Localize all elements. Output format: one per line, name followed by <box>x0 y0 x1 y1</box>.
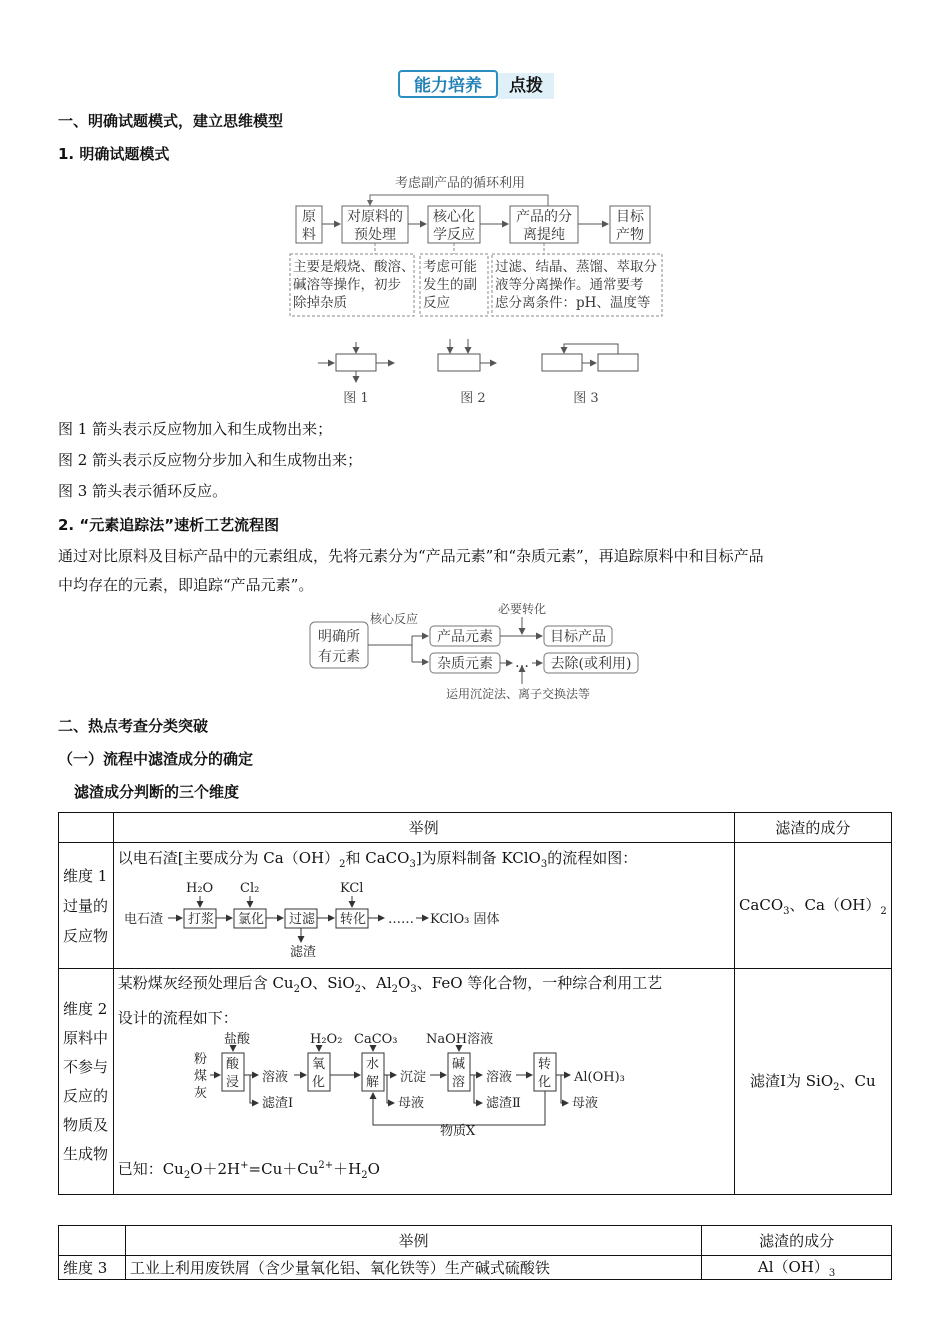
kclo3-flow-diagram <box>118 876 538 964</box>
flyash-b2-2: 化 <box>311 1075 325 1090</box>
example-2-known: 已知：$Cu_2O+2H^+=Cu+Cu^{2+}+H_2O$ <box>117 1160 380 1181</box>
box-target-line2: 产物 <box>616 227 644 243</box>
box-raw-line2: 料 <box>302 227 316 243</box>
flyash-b3-1: 水 <box>365 1057 379 1072</box>
note3-line1: 过滤、结晶、蒸馏、萃取分 <box>495 259 657 275</box>
box-raw-line1: 原 <box>302 209 316 225</box>
sub4-title: 滤渣成分判断的三个维度 <box>74 783 240 801</box>
flow2-start-line2: 有元素 <box>318 649 360 665</box>
kclo3-step3: 过滤 <box>288 912 315 927</box>
fig1-caption: 图 1 <box>343 391 369 406</box>
note2-line3: 反应 <box>423 295 450 311</box>
box-pretreat-line2: 预处理 <box>354 227 396 243</box>
example-2-intro: 某粉煤灰经预处理后含 $Cu_2O$、SiO$_2$、$Al_2O_3$、FeO 等化合物，一种综合利用工艺 <box>117 974 663 995</box>
note2-line1: 考虑可能 <box>423 259 477 275</box>
note1-line1: 主要是煅烧、酸溶、 <box>293 259 415 275</box>
badge-side-label: 点拨 <box>498 73 554 99</box>
residue-table-1 <box>58 812 892 1195</box>
kclo3-cl2: Cl₂ <box>239 881 260 896</box>
flyash-naoh: NaOH溶液 <box>425 1032 493 1047</box>
box-separate-line1: 产品的分 <box>516 209 572 225</box>
dim1-line2: 过量的 <box>63 896 109 915</box>
kclo3-residue: 滤渣 <box>289 945 316 960</box>
kclo3-product: KClO₃ 固体 <box>429 912 500 927</box>
kclo3-step1: 打浆 <box>187 912 214 927</box>
flyash-solution2: 溶液 <box>485 1070 512 1085</box>
table2-head-residue: 滤渣的成分 <box>702 1226 892 1256</box>
fig-desc-1: 图 1 箭头表示反应物加入和生成物出来； <box>58 420 333 438</box>
note3-line3: 虑分离条件：pH、温度等 <box>495 295 651 311</box>
flow2-product-element: 产品元素 <box>437 629 493 645</box>
sub2-text-1: 通过对比原料及目标产品中的元素组成，先将元素分为“产品元素”和“杂质元素”，再追踪原料中和目标产品 <box>58 547 764 565</box>
flyash-solution1: 溶液 <box>261 1070 288 1085</box>
flyash-caco3: CaCO₃ <box>353 1032 398 1047</box>
fig-desc-3: 图 3 箭头表示循环反应。 <box>58 482 228 500</box>
flow2-impurity-element: 杂质元素 <box>437 656 493 672</box>
flow2-start-line1: 明确所 <box>318 629 360 645</box>
example-2-cell <box>113 969 734 1195</box>
kclo3-raw: 电石渣 <box>123 912 163 927</box>
dim2-line4: 反应的 <box>63 1086 109 1105</box>
dim2-line3: 不参与 <box>63 1057 109 1076</box>
table1-head-example: 举例 <box>113 813 734 843</box>
flyash-b4-2: 溶 <box>451 1075 465 1090</box>
flow2-core-reaction: 核心反应 <box>369 612 419 626</box>
flyash-residue1: 滤渣Ⅰ <box>261 1096 293 1111</box>
flow2-target-product: 目标产品 <box>550 629 606 645</box>
section1-title: 一、明确试题模式，建立思维模型 <box>58 112 284 130</box>
dimension-3-cell: 维度 3 <box>59 1256 126 1280</box>
kclo3-dots: …… <box>387 912 414 927</box>
flyash-flow-diagram <box>190 1029 730 1147</box>
example-3-cell: 工业上利用废铁屑（含少量氧化铝、氧化铁等）生产碱式硫酸铁 <box>125 1256 701 1280</box>
table2-head-example: 举例 <box>125 1226 701 1256</box>
dimension-2-cell <box>59 969 114 1195</box>
section-badge <box>398 70 554 100</box>
flyash-product: Al(OH)₃ <box>573 1070 625 1085</box>
flow2-dots: … <box>515 655 529 671</box>
sub3-title: （一）流程中滤渣成分的确定 <box>58 750 254 768</box>
badge-main-label: 能力培养 <box>398 70 498 98</box>
flyash-mother-liquor2: 母液 <box>571 1096 598 1111</box>
dim2-line2: 原料中 <box>63 1028 109 1047</box>
sub2-title: 2. “元素追踪法”速析工艺流程图 <box>58 516 280 534</box>
example-1-cell <box>113 843 734 969</box>
flyash-h2o2: H₂O₂ <box>309 1032 343 1047</box>
answer-1-cell: CaCO$_3$、$Ca(OH)_2$ <box>734 843 891 969</box>
flyash-precipitate: 沉淀 <box>399 1070 426 1085</box>
kclo3-h2o: H₂O <box>185 881 213 896</box>
fig3-caption: 图 3 <box>573 391 599 406</box>
dim2-line5: 物质及 <box>63 1115 109 1134</box>
flow2-method: 运用沉淀法、离子交换法等 <box>445 687 591 701</box>
dim1-line1: 维度 1 <box>63 866 108 885</box>
flow1-top-label: 考虑副产品的循环利用 <box>394 176 526 191</box>
flow2-remove: 去除(或利用) <box>550 656 632 672</box>
flyash-b5-2: 化 <box>537 1075 551 1090</box>
box-separate-line2: 离提纯 <box>523 227 565 243</box>
fig-desc-2: 图 2 箭头表示反应物分步加入和生成物出来； <box>58 451 363 469</box>
answer1-part2: 、Ca（OH） <box>789 896 881 914</box>
flow2-necessary-conversion: 必要转化 <box>497 602 547 616</box>
dim2-line1: 维度 2 <box>63 999 108 1018</box>
dim1-line3: 反应物 <box>63 926 109 945</box>
element-tracking-diagram <box>304 600 649 705</box>
box-target-line1: 目标 <box>616 209 644 225</box>
kclo3-kcl: KCl <box>339 881 364 896</box>
box-pretreat-line1: 对原料的 <box>347 209 403 225</box>
flyash-b5-1: 转 <box>537 1057 551 1072</box>
note3-line2: 液等分离操作。通常要考 <box>495 277 644 293</box>
flyash-hcl: 盐酸 <box>223 1032 250 1047</box>
flyash-b2-1: 氧 <box>311 1057 325 1072</box>
box-core-line2: 学反应 <box>433 227 475 243</box>
flyash-b4-1: 碱 <box>451 1057 465 1072</box>
flyash-residue2: 滤渣Ⅱ <box>485 1096 521 1111</box>
flyash-b3-2: 解 <box>365 1075 379 1090</box>
example-1-intro: 以电石渣[主要成分为 $Ca(OH)_2$和 CaCO$_3$]为原料制备 KClO$_3$的流程如图： <box>117 849 638 870</box>
flyash-raw-3: 灰 <box>193 1086 207 1101</box>
answer-3-cell: $Al(OH)_3$ <box>702 1256 892 1280</box>
example-2-intro-line2: 设计的流程如下： <box>117 1009 238 1027</box>
sub1-title: 1. 明确试题模式 <box>58 145 170 163</box>
kclo3-step4: 转化 <box>339 912 366 927</box>
answer1-part1: CaCO <box>738 896 784 914</box>
flyash-substance-x: 物质X <box>439 1124 475 1139</box>
section2-title: 二、热点考查分类突破 <box>58 717 209 735</box>
answer-2-cell: 滤渣Ⅰ为 SiO$_2$、Cu <box>734 969 891 1195</box>
process-flow-diagram <box>280 168 670 413</box>
flyash-b1-2: 浸 <box>225 1075 239 1090</box>
note1-line3: 除掉杂质 <box>293 295 347 311</box>
kclo3-step2: 氯化 <box>237 912 264 927</box>
table1-head-residue: 滤渣的成分 <box>734 813 891 843</box>
fig2-caption: 图 2 <box>460 391 486 406</box>
box-core-line1: 核心化 <box>433 209 475 225</box>
flyash-b1-1: 酸 <box>225 1057 239 1072</box>
dim2-line6: 生成物 <box>63 1144 109 1163</box>
flyash-mother-liquor1: 母液 <box>397 1096 424 1111</box>
sub2-text-2: 中均存在的元素，即追踪“产品元素”。 <box>58 576 314 594</box>
note2-line2: 发生的副 <box>423 277 477 293</box>
residue-table-2 <box>58 1225 892 1280</box>
flyash-raw-2: 煤 <box>193 1069 207 1084</box>
flyash-raw-1: 粉 <box>193 1052 207 1067</box>
note1-line2: 碱溶等操作，初步 <box>293 277 401 293</box>
dimension-1-cell <box>59 843 114 969</box>
